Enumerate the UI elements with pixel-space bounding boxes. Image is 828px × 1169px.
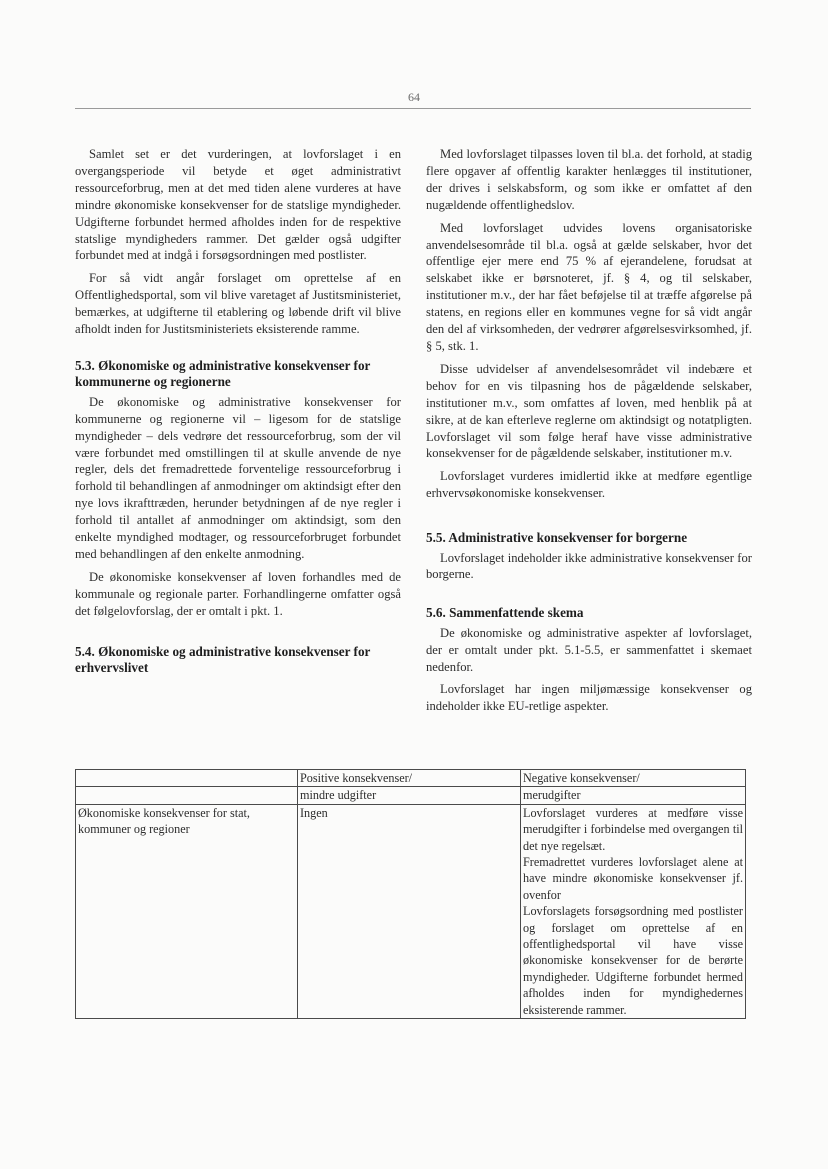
row-negative [521, 804, 746, 1018]
header-rule [75, 108, 751, 109]
paragraph: Med lovforslaget udvides lovens organisatoriske anvendelsesområde til bl.a. også at gælde selskaber, hvor det offentlige ejer mere end 75 % af ejerandelene, forudsat at selskabet ikke er børsnoteret, jf. § 4, og til selskaber, institutioner m.v., der har fået beføjelse til at træffe afgørelse på statens, en regions eller en kommunes vegne for så vidt angår den del af virksomheden, der vedrører afgørelsesvirksomhed, jf. § 5, stk. 1. [426, 220, 752, 353]
row-positive: Ingen [298, 804, 521, 1018]
paragraph: Lovforslaget indeholder ikke administrative konsekvenser for borgerne. [426, 550, 752, 582]
paragraph: Lovforslaget vurderes imidlertid ikke at medføre egentlige erhvervsøkonomiske konsekvenser. [426, 469, 752, 501]
header-positive-line2: mindre udgifter [298, 786, 520, 803]
table-header-negative [521, 770, 746, 805]
section-heading-5-6: 5.6. Sammenfattende skema [426, 605, 584, 621]
paragraph: De økonomiske og administrative konsekvenser for kommunerne og regionerne vil – ligesom for de statslige myndigheder – dels vedrøre det ressourceforbrug, som der vil være forbundet med omstillingen til at skulle anvende de nye regler, dels det fremadrettede forventelige ressourceforbrug i forhold til behandlingen af anmodninger om aktindsigt efter den nye lovs ikrafttræden, herunder betydningen af de nye regler i forhold til antallet af anmodninger om aktindsigt, som den enkelte myndighed modtager, og ressourceforbruget forbundet med behandlingen af den enkelte anmodning. [75, 394, 401, 561]
section-heading-5-4: 5.4. Økonomiske og administrative konsekvenser for erhvervslivet [75, 643, 371, 675]
table-header-row [76, 770, 746, 805]
header-negative-line2: merudgifter [521, 786, 745, 803]
table-header-empty [76, 770, 298, 805]
table-row [76, 804, 746, 1018]
table-header-positive [298, 770, 521, 805]
left-column [75, 146, 401, 679]
paragraph: Med lovforslaget tilpasses loven til bl.a. det forhold, at stadig flere opgaver af offentlig karakter henlægges til institutioner, der drives i selskabsform, og som ikke er omfattet af den nugældende offentlighedslov. [426, 147, 752, 212]
paragraph: Samlet set er det vurderingen, at lovforslaget i en overgangsperiode vil betyde et øget administrativt ressourceforbrug, men at det med tiden alene vurderes at have mindre økonomiske konsekvenser for de statslige myndigheder. Udgifterne forbundet hermed afholdes inden for de respektive statslige myndigheders rammer. Det gælder også udgifter forbundet med at indgå i forsøgsordningen med postlister. [75, 147, 401, 263]
summary-table [75, 769, 746, 1019]
paragraph: Disse udvidelser af anvendelsesområdet vil indebære et behov for en vis tilpasning hos de pågældende selskaber, institutioner m.v., som omfattes af loven, med henblik på at sikre, at de kan efterleve reglerne om aktindsigt og notatpligten. Lovforslaget vil som følge heraf have visse administrative konsekvenser for de pågældende selskaber, institutioner m.v. [426, 361, 752, 461]
right-column [426, 146, 752, 721]
paragraph: De økonomiske konsekvenser af loven forhandles med de kommunale og regionale parter. Forhandlingerne omfatter også det følgelovforslag, der er omtalt i pkt. 1. [75, 569, 401, 618]
paragraph: De økonomiske og administrative aspekter af lovforslaget, der er omtalt under pkt. 5.1-5.5, er sammenfattet i skemaet nedenfor. [426, 625, 752, 674]
header-positive-line1: Positive konsekvenser/ [300, 771, 413, 785]
section-heading-5-3: 5.3. Økonomiske og administrative konsekvenser for kommunerne og regionerne [75, 357, 371, 390]
header-negative-line1: Negative konsekvenser/ [523, 771, 640, 785]
paragraph: Lovforslaget har ingen miljømæssige konsekvenser og indeholder ikke EU-retlige aspekter. [426, 682, 752, 714]
negative-text-3: Lovforslagets forsøgsordning med postlister og forslaget om oprettelse af en offentlighedsportal vil have visse økonomiske konsekvenser for de berørte myndigheder. Udgifterne forbundet hermed afholdes inden for myndighedernes eksisterende rammer. [523, 904, 743, 1017]
paragraph: For så vidt angår forslaget om oprettelse af en Offentlighedsportal, som vil blive varetaget af Justitsministeriet, bemærkes, at udgifterne til etablering og løbende drift vil blive afholdt inden for Justitsministeriets eksisterende ramme. [75, 271, 401, 337]
row-label: Økonomiske konsekvenser for stat, kommuner og regioner [76, 804, 298, 1018]
page-number: 64 [408, 90, 420, 104]
negative-text-1: Lovforslaget vurderes at medføre visse merudgifter i forbindelse med overgangen til det nye regelsæt. [523, 805, 743, 853]
section-heading-5-5: 5.5. Administrative konsekvenser for borgerne [426, 530, 688, 546]
negative-text-2: Fremadrettet vurderes lovforslaget alene at have mindre økonomiske konsekvenser jf. ovenfor [523, 855, 743, 902]
